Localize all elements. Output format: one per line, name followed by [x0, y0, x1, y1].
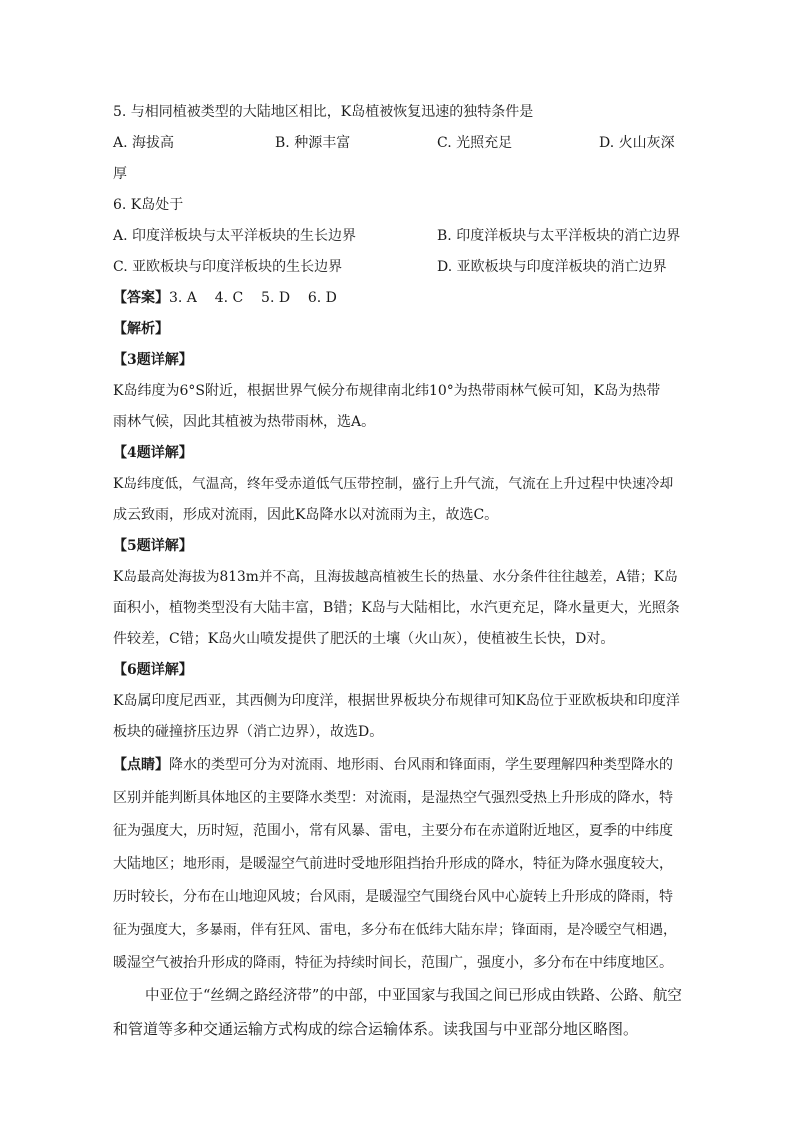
analysis-label: 【解析】: [113, 321, 169, 337]
tip-line: 历时较长，分布在山地迎风坡；台风雨，是暖湿空气围绕台风中心旋转上升形成的降雨，特: [113, 889, 673, 905]
detail-6-line: K岛属印度尼西亚，其西侧为印度洋，根据世界板块分布规律可知K岛位于亚欧板块和印度洋: [113, 693, 680, 709]
question-5-option-a: A. 海拔高: [113, 135, 175, 151]
detail-4-line: K岛纬度低，气温高，终年受赤道低气压带控制，盛行上升气流，气流在上升过程中快速冷却: [113, 476, 674, 492]
detail-5-line: 件较差，C错；K岛火山喷发提供了肥沃的土壤（火山灰），使植被生长快，D对。: [113, 631, 615, 647]
question-6-option-c: C. 亚欧板块与印度洋板块的生长边界: [113, 259, 343, 275]
detail-5-title: 【5题详解】: [113, 538, 193, 554]
tip-line: 暖湿空气被抬升形成的降雨，特征为持续时间长，范围广，强度小，多分布在中纬度地区。: [113, 955, 673, 971]
tip-line: 大陆地区；地形雨，是暖湿空气前进时受地形阻挡抬升形成的降水，特征为降水强度较大，: [113, 856, 673, 872]
tip-line: [113, 755, 681, 775]
detail-4-title: 【4题详解】: [113, 445, 193, 461]
answer-text: 3. A 4. C 5. D 6. D: [169, 290, 337, 306]
question-5-option-d-continued: 厚: [113, 166, 127, 182]
passage-line: 和管道等多种交通运输方式构成的综合运输体系。读我国与中亚部分地区略图。: [113, 1020, 639, 1038]
tip-text: 降水的类型可分为对流雨、地形雨、台风雨和锋面雨，学生要理解四种类型降水的: [169, 757, 673, 773]
question-6-option-d: D. 亚欧板块与印度洋板块的消亡边界: [437, 259, 667, 275]
detail-3-title: 【3题详解】: [113, 352, 193, 368]
question-5-option-b: B. 种源丰富: [275, 135, 351, 151]
tip-line: 征为强度大，历时短，范围小，常有风暴、雷电，主要分布在赤道附近地区，夏季的中纬度: [113, 823, 673, 839]
detail-3-line: 雨林气候，因此其植被为热带雨林，选A。: [113, 414, 376, 430]
question-5-stem: 5. 与相同植被类型的大陆地区相比，K岛植被恢复迅速的独特条件是: [113, 104, 534, 120]
tip-label: 【点睛】: [113, 757, 169, 773]
detail-4-line: 成云致雨，形成对流雨，因此K岛降水以对流雨为主，故选C。: [113, 507, 499, 523]
question-6-option-b: B. 印度洋板块与太平洋板块的消亡边界: [437, 228, 681, 244]
question-5-option-c: C. 光照充足: [437, 135, 513, 151]
tip-line: 征为强度大，多暴雨，伴有狂风、雷电，多分布在低纬大陆东岸；锋面雨，是冷暖空气相遇，: [113, 922, 677, 938]
detail-6-line: 板块的碰撞挤压边界（消亡边界），故选D。: [113, 724, 384, 740]
question-5-option-d: D. 火山灰深: [599, 135, 675, 151]
answer-line: [113, 288, 337, 308]
answer-label: 【答案】: [113, 290, 169, 306]
detail-3-line: K岛纬度为6°S附近，根据世界气候分布规律南北纬10°为热带雨林气候可知，K岛为热带: [113, 383, 661, 399]
tip-line: 区别并能判断具体地区的主要降水类型：对流雨，是湿热空气强烈受热上升形成的降水，特: [113, 790, 673, 806]
question-6-option-a: A. 印度洋板块与太平洋板块的生长边界: [113, 228, 357, 244]
detail-5-line: K岛最高处海拔为813m并不高，且海拔越高植被生长的热量、水分条件往往越差，A错；K岛: [113, 569, 678, 585]
question-6-stem: 6. K岛处于: [113, 197, 184, 213]
passage-line: 中亚位于“丝绸之路经济带”的中部，中亚国家与我国之间已形成由铁路、公路、航空: [145, 988, 682, 1004]
detail-6-title: 【6题详解】: [113, 662, 193, 678]
detail-5-line: 面积小，植物类型没有大陆丰富，B错；K岛与大陆相比，水汽更充足，降水量更大，光照条: [113, 600, 680, 616]
